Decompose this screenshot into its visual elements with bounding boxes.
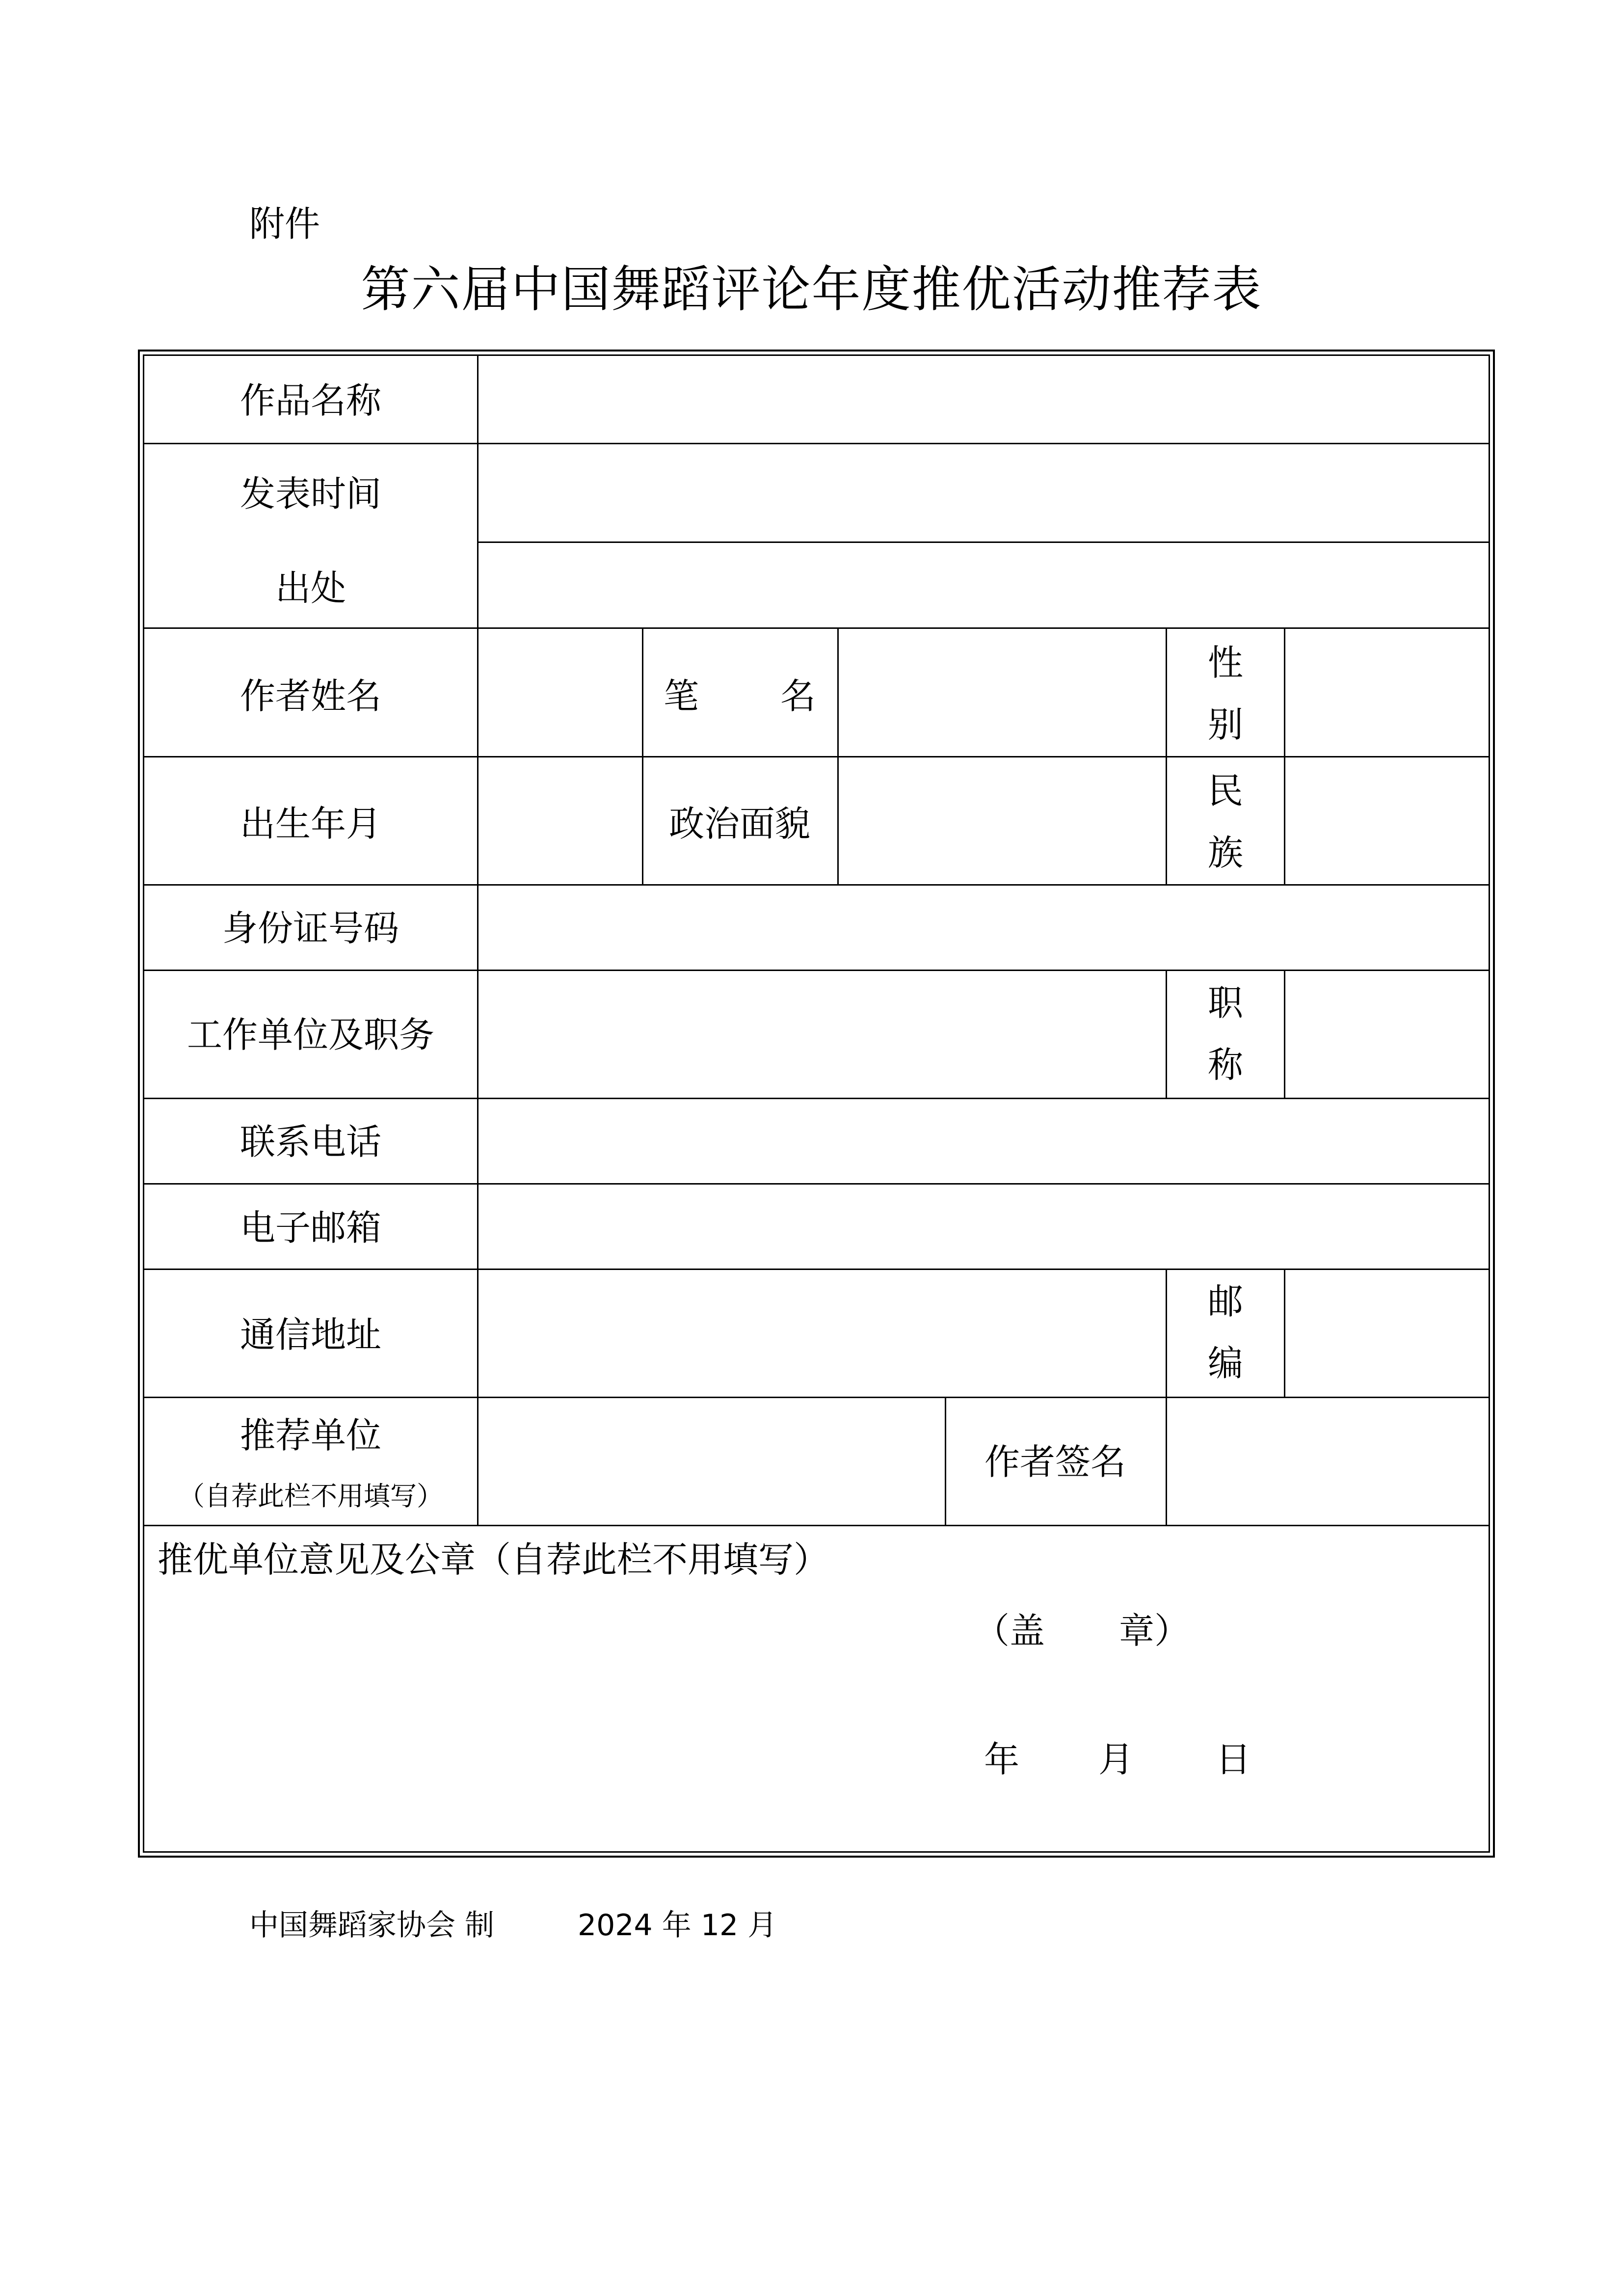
label-source: 出处 (275, 567, 346, 609)
row-divider (143, 1269, 1490, 1270)
label-gender: 性 别 (1207, 642, 1243, 745)
label-professional-title: 职 称 (1207, 982, 1243, 1085)
col-divider (1284, 970, 1285, 1099)
date-month: 月 (1098, 1739, 1134, 1780)
label-author-name: 作者姓名 (239, 675, 382, 717)
row-divider (143, 1851, 1490, 1853)
row-divider (143, 354, 1490, 356)
label-recommender: 推荐单位 (239, 1415, 382, 1456)
label-email: 电子邮箱 (239, 1207, 382, 1248)
row-divider (143, 1098, 1490, 1099)
col-divider (1166, 627, 1167, 886)
footer-date: 2024 年 12 月 (578, 1908, 777, 1943)
col-divider (1284, 627, 1285, 886)
seal-close: 章） (1119, 1610, 1190, 1651)
col-divider (1166, 1397, 1167, 1526)
row-divider (477, 541, 1490, 543)
col-divider (1166, 970, 1167, 1099)
label-address: 通信地址 (239, 1314, 382, 1355)
date-year: 年 (984, 1739, 1020, 1780)
recommendation-form (138, 350, 1495, 1858)
row-divider (143, 884, 1490, 886)
row-divider (143, 1397, 1490, 1398)
col-divider (642, 627, 643, 886)
label-work-name: 作品名称 (239, 380, 382, 421)
label-id-number: 身份证号码 (222, 908, 399, 949)
row-divider (143, 443, 1490, 444)
row-divider (143, 756, 1490, 757)
label-author-sign: 作者签名 (984, 1441, 1126, 1483)
row-divider (143, 627, 1490, 629)
row-divider (143, 970, 1490, 971)
label-ethnic: 民 族 (1207, 770, 1243, 873)
label-publish-time: 发表时间 (239, 473, 382, 514)
label-opinion: 推优单位意见及公章（自荐此栏不用填写） (158, 1539, 829, 1580)
col-divider (1489, 354, 1490, 1853)
label-pen-name: 笔 名 (664, 675, 816, 717)
row-divider (143, 1525, 1490, 1526)
label-political: 政治面貌 (668, 803, 811, 844)
row-divider (143, 1183, 1490, 1185)
col-divider (477, 354, 479, 1526)
form-title: 第六届中国舞蹈评论年度推优活动推荐表 (361, 261, 1262, 318)
seal-open: （盖 (974, 1610, 1045, 1651)
col-divider (143, 354, 144, 1853)
col-divider (945, 1397, 946, 1526)
col-divider (1284, 1269, 1285, 1398)
label-postcode: 邮 编 (1207, 1281, 1243, 1384)
label-recommender-note: （自荐此栏不用填写） (178, 1481, 443, 1512)
footer-org: 中国舞蹈家协会 制 (249, 1908, 495, 1943)
label-phone: 联系电话 (239, 1121, 382, 1162)
attachment-label: 附件 (249, 203, 320, 244)
label-birth: 出生年月 (239, 803, 382, 844)
date-day: 日 (1216, 1739, 1251, 1780)
col-divider (1166, 1269, 1167, 1398)
label-employer: 工作单位及职务 (186, 1014, 435, 1055)
col-divider (837, 627, 839, 886)
